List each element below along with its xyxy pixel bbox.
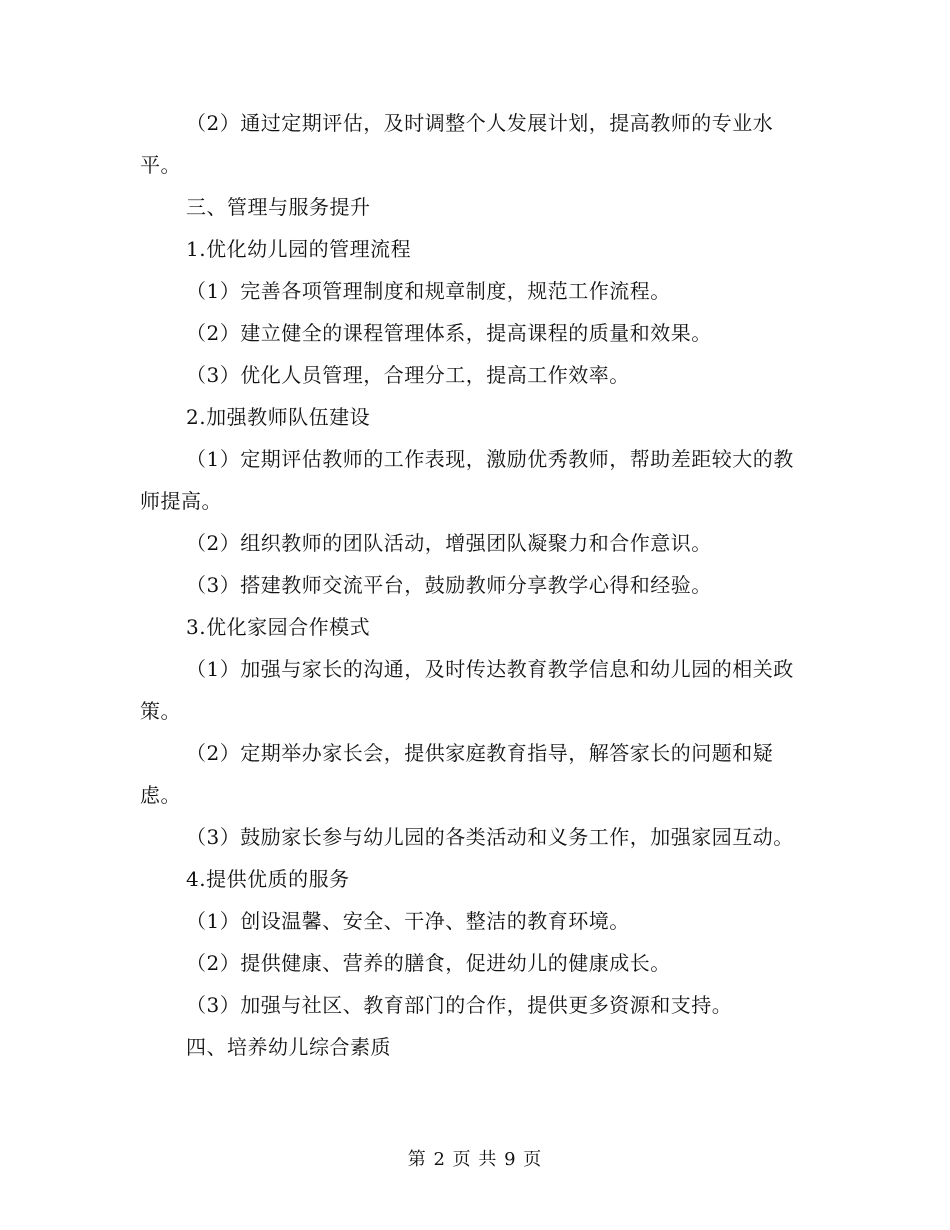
paragraph: （1）加强与家长的沟通，及时传达教育教学信息和幼儿园的相关政策。	[140, 657, 794, 723]
section-heading: 四、培养幼儿综合素质	[186, 1035, 391, 1059]
paragraph: （2）定期举办家长会，提供家庭教育指导，解答家长的问题和疑虑。	[140, 741, 774, 807]
paragraph: （2）组织教师的团队活动，增强团队凝聚力和合作意识。	[186, 531, 712, 555]
paragraph: （2）通过定期评估，及时调整个人发展计划，提高教师的专业水平。	[140, 111, 774, 177]
paragraph: （1）创设温馨、安全、干净、整洁的教育环境。	[186, 909, 630, 933]
paragraph: （3）鼓励家长参与幼儿园的各类活动和义务工作，加强家园互动。	[186, 825, 794, 849]
paragraph: （1）完善各项管理制度和规章制度，规范工作流程。	[186, 279, 671, 303]
section-heading: 三、管理与服务提升	[186, 195, 371, 219]
paragraph: （3）搭建教师交流平台，鼓励教师分享教学心得和经验。	[186, 573, 712, 597]
paragraph: （2）建立健全的课程管理体系，提高课程的质量和效果。	[186, 321, 712, 345]
subsection-heading: 2.加强教师队伍建设	[186, 405, 371, 429]
subsection-heading: 4.提供优质的服务	[186, 867, 350, 891]
page-number-footer: 第 2 页 共 9 页	[407, 1149, 543, 1170]
paragraph: （2）提供健康、营养的膳食，促进幼儿的健康成长。	[186, 951, 671, 975]
document-body	[140, 102, 808, 1068]
subsection-heading: 1.优化幼儿园的管理流程	[186, 237, 412, 261]
subsection-heading: 3.优化家园合作模式	[186, 615, 371, 639]
paragraph: （3）加强与社区、教育部门的合作，提供更多资源和支持。	[186, 993, 733, 1017]
paragraph: （3）优化人员管理，合理分工，提高工作效率。	[186, 363, 630, 387]
paragraph: （1）定期评估教师的工作表现，激励优秀教师，帮助差距较大的教师提高。	[140, 447, 794, 513]
